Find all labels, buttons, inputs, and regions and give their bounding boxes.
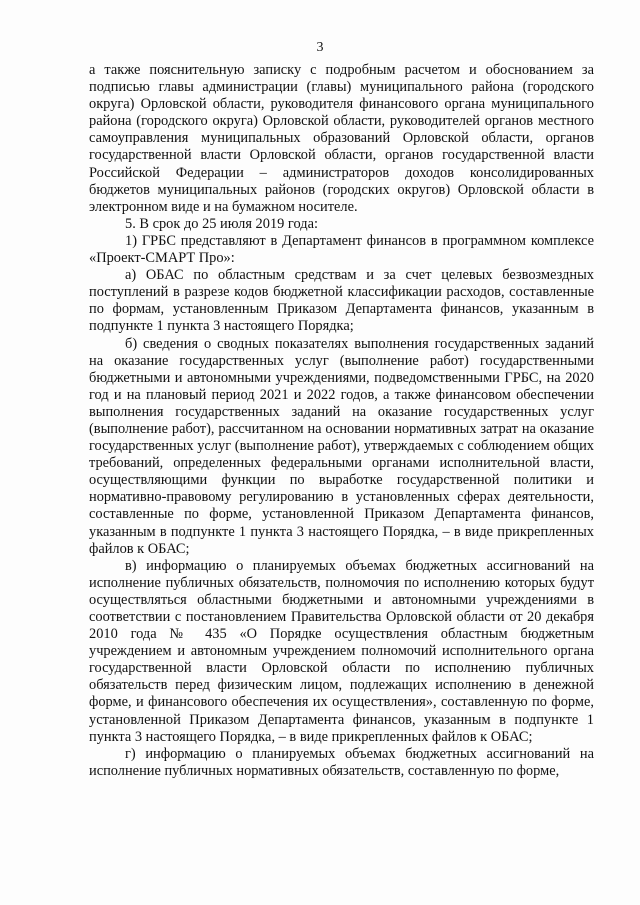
document-body bbox=[89, 62, 594, 780]
paragraph-item-5: 5. В срок до 25 июля 2019 года: bbox=[125, 215, 318, 232]
paragraph-explanatory-note: а также пояснительную записку с подробным расчетом и обоснованием за подписью главы администрации (главы) муниципального района (городского округа) Орловской области, руководителя финансового органа муниципального района (городского округа) Орловской области, руководителей органов местного самоуправления муниципальных образований Орловской области, органов государственной власти Орловской области, органов государственной власти Российской Федерации – администраторов доходов консолидированных бюджетов муниципальных районов (городских округов) Орловской области в электронном виде и на бумажном носителе. bbox=[89, 62, 594, 215]
paragraph-subitem-1: 1) ГРБС представляют в Департамент финансов в программном комплексе «Проект-СМАРТ Про»: bbox=[89, 232, 594, 267]
paragraph-subitem-b: б) сведения о сводных показателях выполнения государственных заданий на оказание государственных услуг (выполнение работ) государственными бюджетными и автономными учреждениями, подведомственными ГРБС, на 2020 год и на плановый период 2021 и 2022 годов, а также финансовом обеспечении выполнения государственных заданий на оказание государственных услуг (выполнение работ), рассчитанном на основании нормативных затрат на оказание государственных услуг (выполнение работ), утверждаемых с соблюдением общих требований, определенных федеральными органами исполнительной власти, осуществляющими функции по выработке государственной политики и нормативно-правовому регулированию в установленных сферах деятельности, составленные по форме, установленной Приказом Департамента финансов, указанным в подпункте 1 пункта 3 настоящего Порядка, – в виде прикрепленных файлов к ОБАС; bbox=[89, 335, 594, 557]
paragraph-subitem-g: г) информацию о планируемых объемах бюджетных ассигнований на исполнение публичных нормативных обязательств, составленную по форме, bbox=[89, 745, 594, 779]
paragraph-subitem-v: в) информацию о планируемых объемах бюджетных ассигнований на исполнение публичных обязательств, полномочия по исполнению которых будут осуществляться областными бюджетными и автономными учреждениями в соответствии с постановлением Правительства Орловской области от 20 декабря 2010 года № 435 «О Порядке осуществления областным бюджетным учреждением и автономным учреждением полномочий исполнительного органа государственной власти Орловской области по исполнению публичных обязательств перед физическим лицом, подлежащих исполнению в денежной форме, и финансового обеспечения их осуществления», составленную по форме, установленной Приказом Департамента финансов, указанным в подпункте 1 пункта 3 настоящего Порядка, – в виде прикрепленных файлов к ОБАС; bbox=[89, 557, 594, 745]
page-number: 3 bbox=[316, 40, 324, 55]
paragraph-subitem-a: а) ОБАС по областным средствам и за счет целевых безвозмездных поступлений в разрезе кодов бюджетной классификации расходов, составленные по формам, установленным Приказом Департамента финансов, указанным в подпункте 1 пункта 3 настоящего Порядка; bbox=[89, 267, 594, 335]
